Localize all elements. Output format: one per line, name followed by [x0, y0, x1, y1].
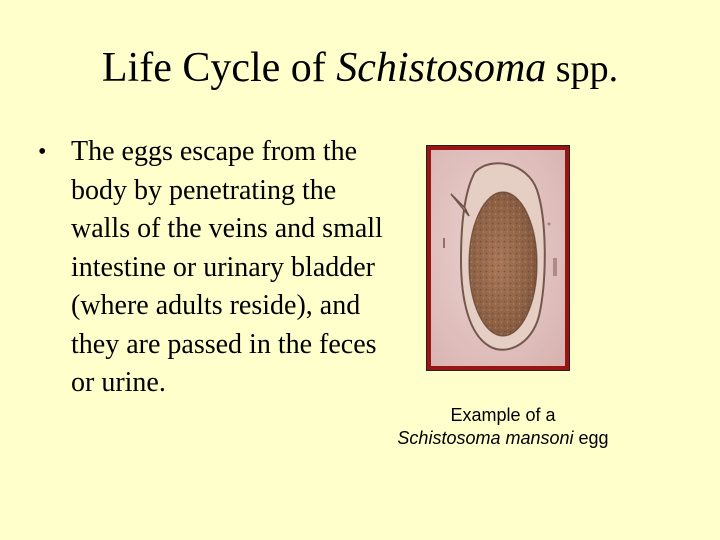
title-genus: Schistosoma [336, 45, 547, 91]
bullet-marker: • [38, 139, 47, 165]
title-prefix: Life Cycle of [101, 45, 337, 91]
caption-line-2 [372, 427, 634, 450]
micrograph-egg-icon [431, 150, 565, 366]
title-suffix: spp. [546, 48, 619, 90]
caption-species: Schistosoma mansoni [397, 428, 574, 448]
caption-line-1: Example of a [450, 405, 556, 425]
bullet-list [38, 133, 388, 403]
figure-caption [372, 404, 634, 450]
caption-suffix: egg [573, 428, 609, 448]
egg-image-frame [426, 145, 570, 371]
bullet-item [38, 133, 388, 403]
slide-title [0, 42, 720, 95]
bullet-text: The eggs escape from the body by penetrating the walls of the veins and small intestine or urinary bladder (where adults reside), and they are passed in the feces or urine. [71, 136, 383, 398]
